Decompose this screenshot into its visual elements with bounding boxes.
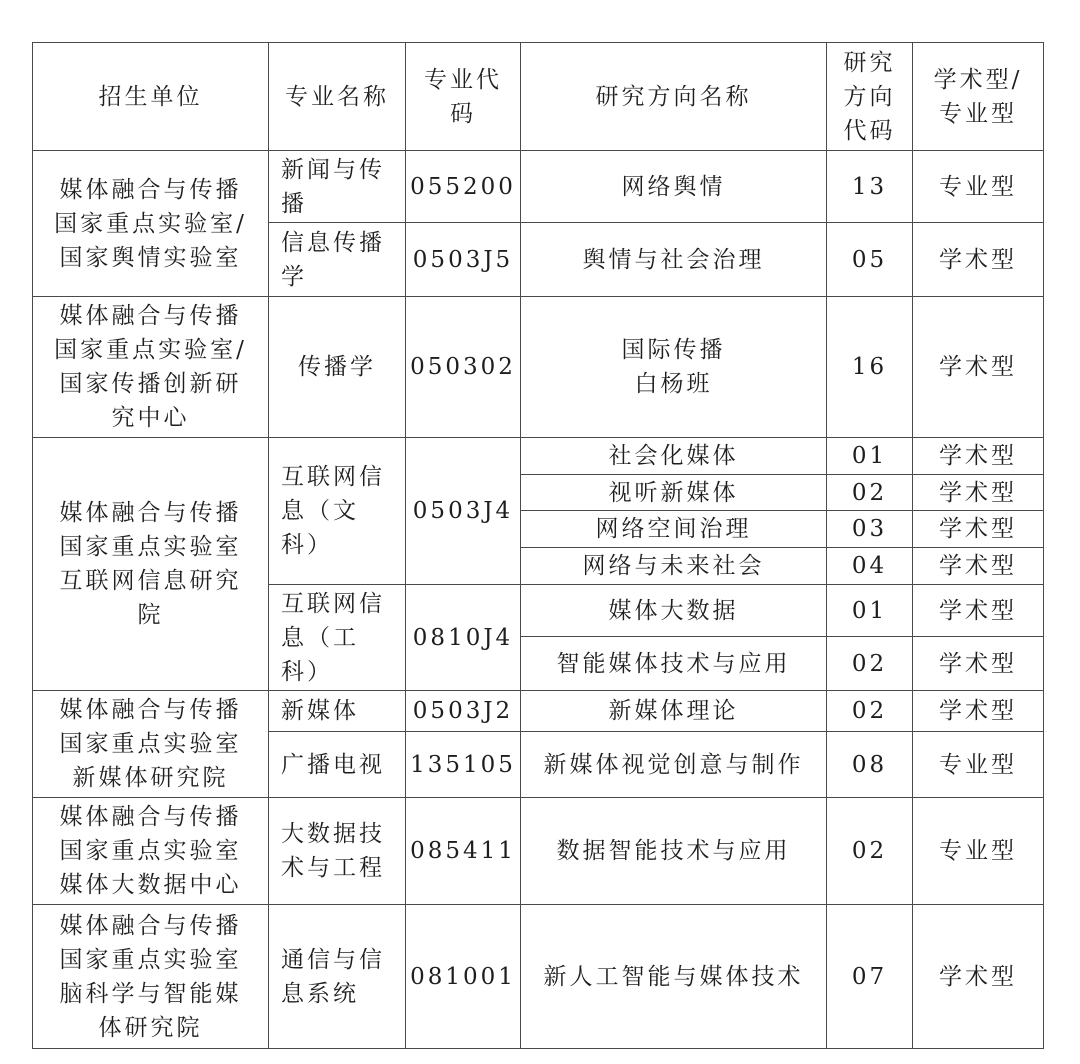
table-row (33, 438, 1044, 475)
major-name-line: 科） (281, 658, 333, 685)
degree-type-cell: 学术型 (913, 691, 1044, 732)
major-code-cell: 050302 (406, 297, 521, 438)
direction-code-cell: 02 (827, 691, 913, 732)
direction-name-cell: 网络空间治理 (521, 511, 827, 548)
table-row (33, 297, 1044, 438)
header-line: 专业型 (939, 100, 1017, 127)
major-name-line: 通信与信 (281, 946, 385, 973)
header-line: 研究 (843, 49, 896, 76)
major-name-line: 传播学 (298, 354, 376, 380)
major-name-cell (269, 223, 406, 297)
unit-cell (33, 691, 269, 798)
unit-line: 国家重点实验室/ (54, 337, 247, 363)
major-code-cell: 0503J5 (406, 223, 521, 297)
unit-line: 国家重点实验室 (59, 534, 242, 560)
direction-name-cell: 视听新媒体 (521, 475, 827, 511)
major-name-line: 广播电视 (281, 751, 385, 778)
direction-code-cell: 01 (827, 438, 913, 475)
degree-type-cell: 学术型 (913, 438, 1044, 475)
direction-name-cell: 新人工智能与媒体技术 (521, 905, 827, 1049)
unit-line: 媒体融合与传播 (59, 176, 242, 203)
direction-code-cell: 05 (827, 223, 913, 297)
header-line: 代码 (843, 117, 896, 144)
unit-line: 媒体融合与传播 (59, 303, 242, 329)
direction-name-cell: 新媒体理论 (521, 691, 827, 732)
major-name-line: 播 (281, 190, 307, 217)
degree-type-cell: 专业型 (913, 798, 1044, 905)
major-name-cell (269, 798, 406, 905)
unit-cell (33, 297, 269, 438)
direction-name-cell: 网络舆情 (521, 151, 827, 223)
major-name-line: 大数据技 (281, 821, 385, 847)
header-row (33, 43, 1044, 151)
direction-code-cell: 02 (827, 475, 913, 511)
degree-type-cell: 学术型 (913, 548, 1044, 585)
direction-code-cell: 07 (827, 905, 913, 1049)
table-row (33, 905, 1044, 1049)
direction-name-line: 国际传播 (621, 337, 726, 363)
major-name-line: 互联网信 (281, 464, 385, 490)
unit-line: 脑科学与智能媒 (59, 980, 242, 1007)
unit-line: 媒体融合与传播 (59, 697, 242, 723)
unit-line: 新媒体研究院 (72, 765, 229, 791)
direction-name-line: 白杨班 (634, 371, 713, 397)
major-name-cell (269, 732, 406, 798)
direction-name-cell: 网络与未来社会 (521, 548, 827, 585)
degree-type-cell: 学术型 (913, 223, 1044, 297)
direction-code-cell: 13 (827, 151, 913, 223)
header-line: 学术型/ (933, 66, 1023, 93)
degree-type-cell: 学术型 (913, 637, 1044, 691)
header-major-code (406, 43, 521, 151)
unit-line: 体研究院 (98, 1014, 203, 1041)
major-name-cell (269, 585, 406, 691)
unit-line: 国家舆情实验室 (59, 244, 242, 271)
major-name-cell (269, 691, 406, 732)
direction-code-cell: 03 (827, 511, 913, 548)
unit-line: 互联网信息研究 (59, 568, 242, 594)
direction-code-cell: 16 (827, 297, 913, 438)
unit-line: 国家传播创新研 (59, 371, 242, 397)
direction-code-cell: 01 (827, 585, 913, 637)
header-major-name: 专业名称 (269, 43, 406, 151)
major-name-line: 息（文 (281, 498, 359, 524)
major-name-line: 息（工 (281, 624, 359, 651)
direction-name-cell (521, 297, 827, 438)
unit-cell (33, 905, 269, 1049)
unit-cell (33, 151, 269, 297)
major-name-line: 术与工程 (281, 855, 385, 881)
unit-line: 国家重点实验室 (59, 946, 242, 973)
major-code-cell: 0810J4 (406, 585, 521, 691)
unit-line: 媒体融合与传播 (59, 804, 242, 830)
major-name-line: 学 (281, 263, 307, 290)
direction-code-cell: 02 (827, 798, 913, 905)
major-name-line: 互联网信 (281, 590, 385, 617)
major-code-cell: 135105 (406, 732, 521, 798)
direction-name-cell: 舆情与社会治理 (521, 223, 827, 297)
major-name-cell (269, 297, 406, 438)
major-code-cell: 081001 (406, 905, 521, 1049)
unit-line: 媒体融合与传播 (59, 500, 242, 526)
degree-type-cell: 学术型 (913, 297, 1044, 438)
direction-code-cell: 02 (827, 637, 913, 691)
unit-line: 究中心 (111, 405, 190, 431)
major-code-cell: 0503J2 (406, 691, 521, 732)
major-name-line: 息系统 (281, 980, 359, 1007)
header-line: 方向 (843, 83, 896, 110)
unit-cell (33, 798, 269, 905)
major-name-line: 信息传播 (281, 229, 385, 256)
degree-type-cell: 专业型 (913, 732, 1044, 798)
header-line: 码 (450, 100, 476, 127)
unit-line: 院 (137, 602, 164, 628)
direction-name-cell: 媒体大数据 (521, 585, 827, 637)
major-name-cell (269, 905, 406, 1049)
major-name-line: 科） (281, 532, 333, 558)
direction-code-cell: 04 (827, 548, 913, 585)
unit-line: 国家重点实验室/ (54, 210, 247, 237)
unit-cell (33, 438, 269, 691)
header-degree-type (913, 43, 1044, 151)
degree-type-cell: 学术型 (913, 905, 1044, 1049)
table-row (33, 691, 1044, 732)
direction-name-cell: 社会化媒体 (521, 438, 827, 475)
enrollment-table (32, 42, 1044, 1049)
header-direction-name: 研究方向名称 (521, 43, 827, 151)
direction-code-cell: 08 (827, 732, 913, 798)
header-line: 专业代 (424, 66, 502, 93)
major-name-cell (269, 151, 406, 223)
header-unit: 招生单位 (33, 43, 269, 151)
direction-name-cell: 新媒体视觉创意与制作 (521, 732, 827, 798)
unit-line: 媒体融合与传播 (59, 912, 242, 939)
unit-line: 国家重点实验室 (59, 838, 242, 864)
major-name-line: 新媒体 (281, 698, 359, 724)
unit-line: 国家重点实验室 (59, 731, 242, 757)
degree-type-cell: 学术型 (913, 585, 1044, 637)
major-name-cell (269, 438, 406, 585)
degree-type-cell: 学术型 (913, 475, 1044, 511)
header-direction-code (827, 43, 913, 151)
unit-line: 媒体大数据中心 (59, 872, 242, 898)
major-code-cell: 055200 (406, 151, 521, 223)
degree-type-cell: 专业型 (913, 151, 1044, 223)
direction-name-cell: 智能媒体技术与应用 (521, 637, 827, 691)
table-row (33, 151, 1044, 223)
direction-name-cell: 数据智能技术与应用 (521, 798, 827, 905)
table-row (33, 798, 1044, 905)
major-code-cell: 085411 (406, 798, 521, 905)
major-name-line: 新闻与传 (281, 156, 385, 183)
major-code-cell: 0503J4 (406, 438, 521, 585)
degree-type-cell: 学术型 (913, 511, 1044, 548)
